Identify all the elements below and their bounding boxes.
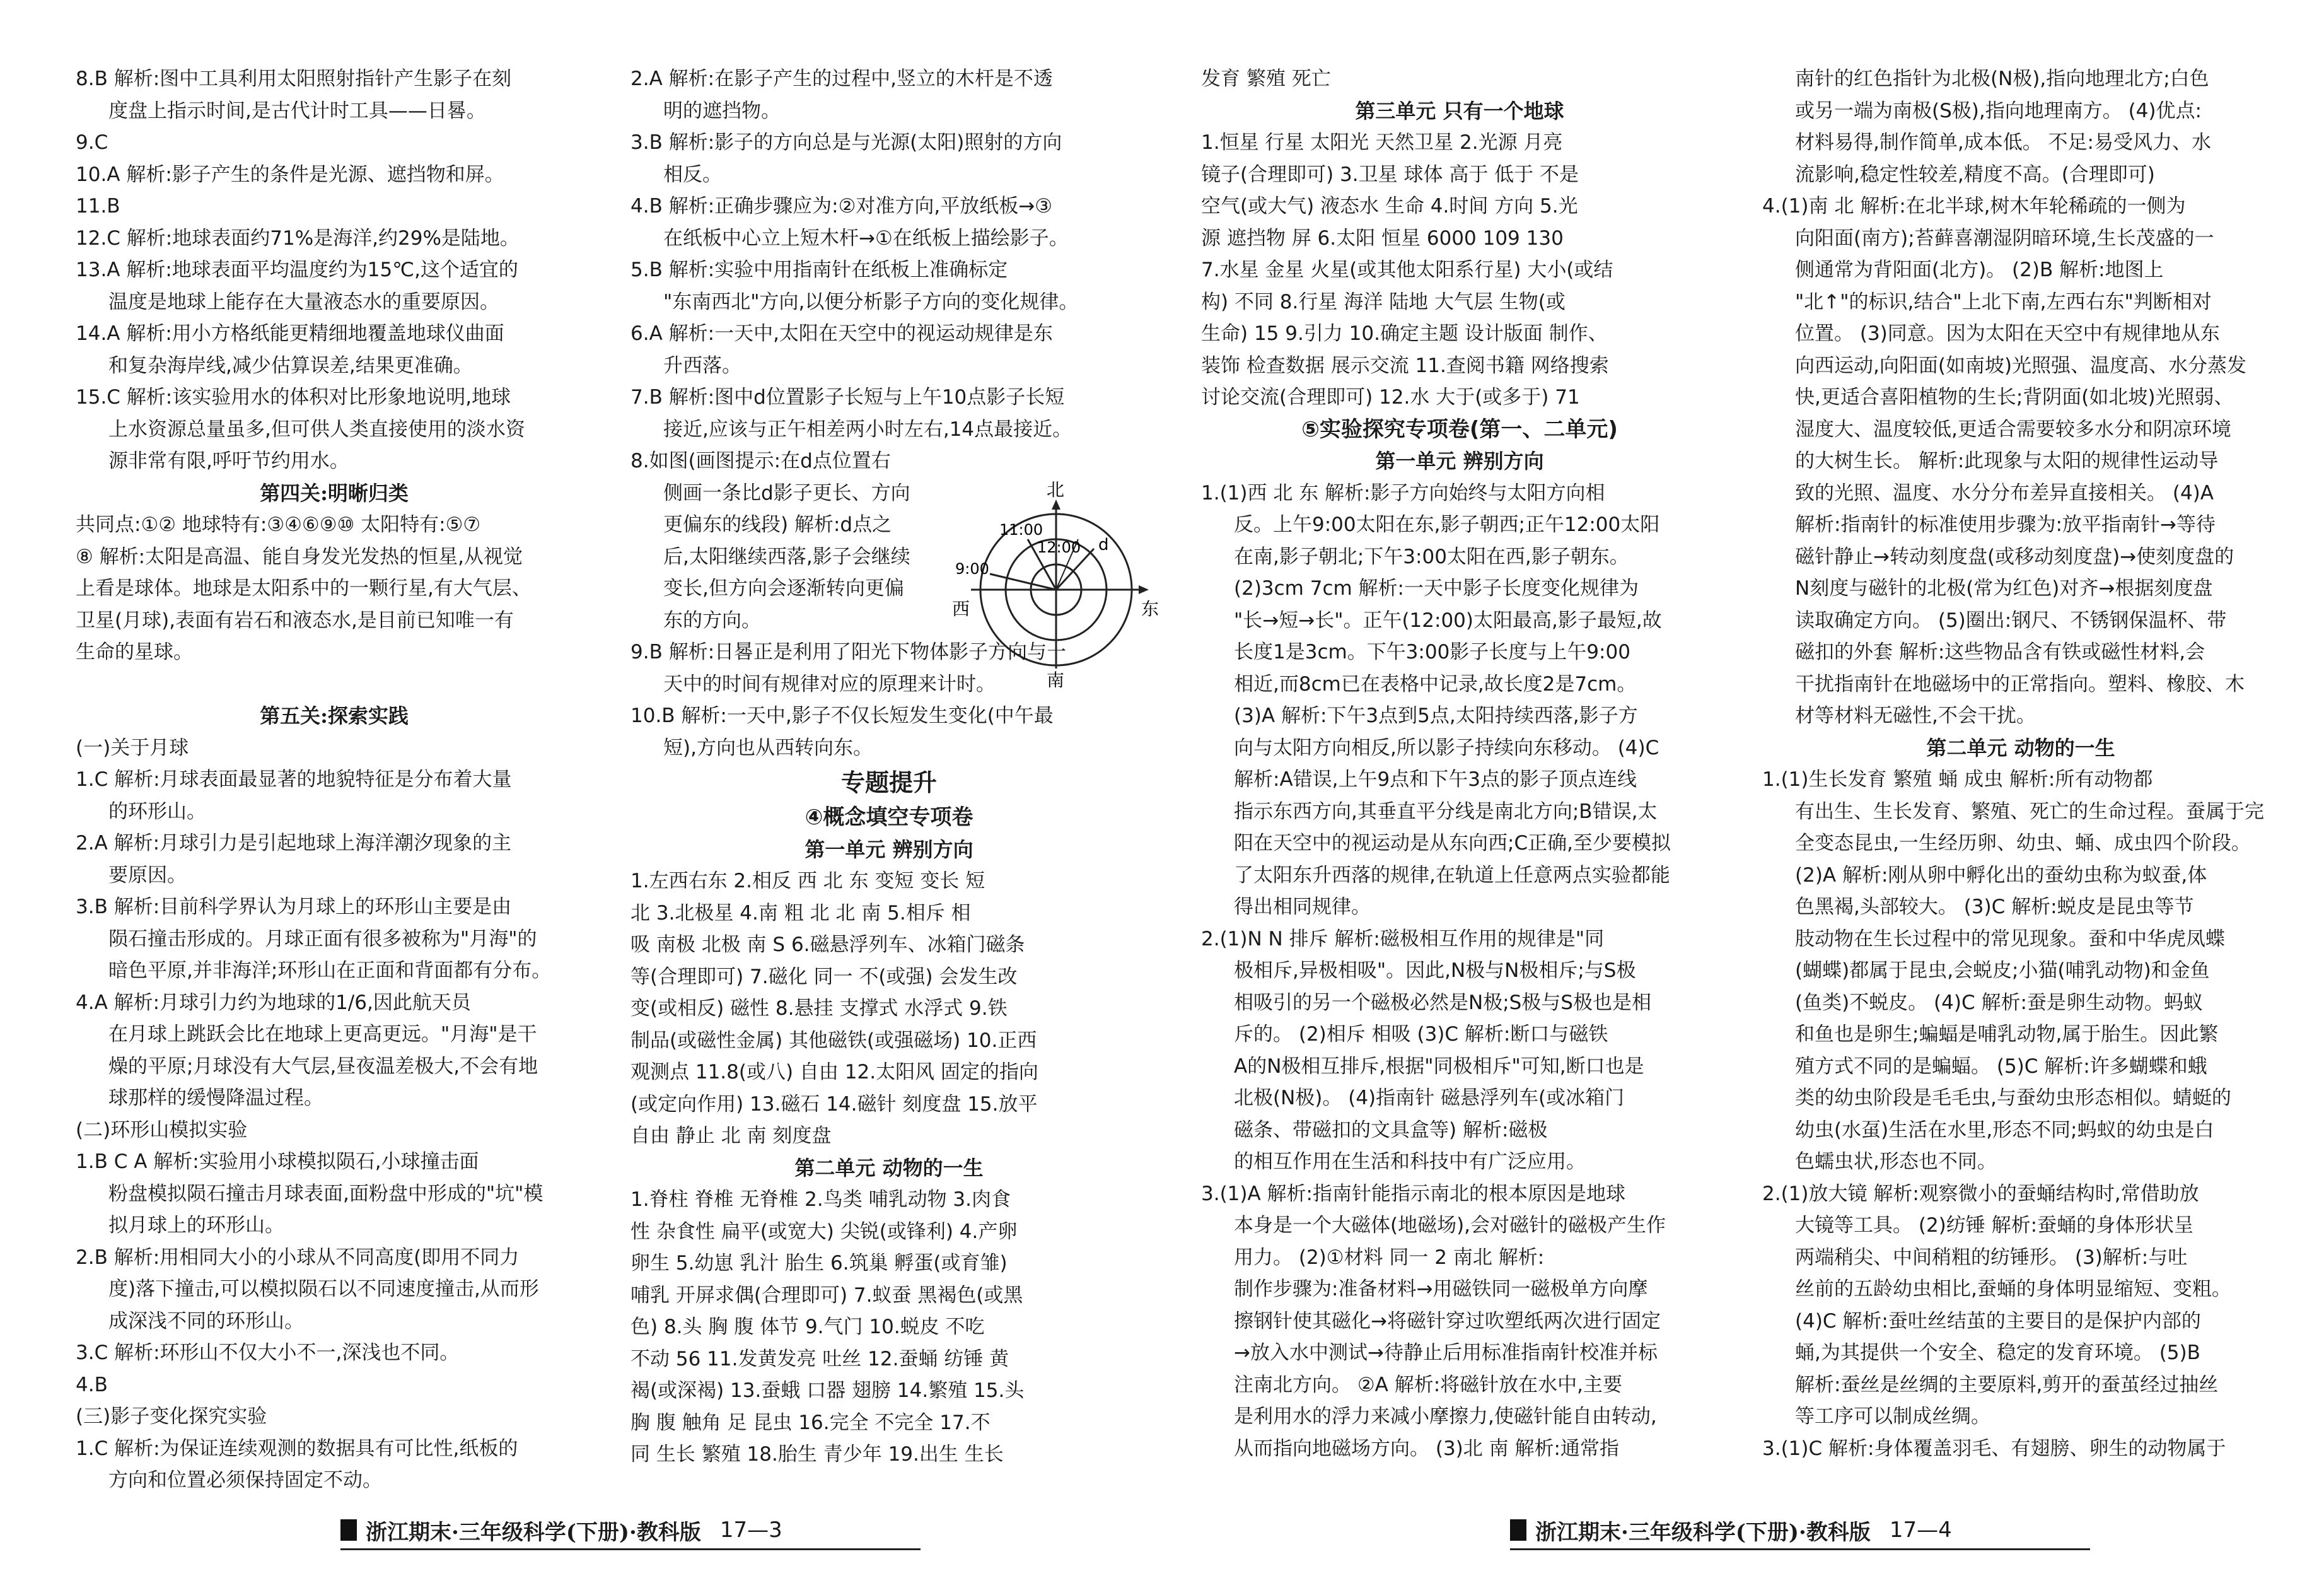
- north-arrow-icon: [1052, 499, 1060, 510]
- section-heading: 第四关:明晰归类: [260, 481, 409, 505]
- answer-line: 3.B 解析:目前科学界认为月球上的环形山主要是由: [76, 896, 512, 918]
- answer-line: 用力。 (2)①材料 同一 2 南北 解析:: [1234, 1246, 1545, 1269]
- answer-line: 4.(1)南 北 解析:在北半球,树木年轮稀疏的一侧为: [1762, 195, 2186, 218]
- answer-line: 2.B 解析:用相同大小的小球从不同高度(即用不同力: [76, 1246, 520, 1269]
- footer-block-icon: [1510, 1519, 1526, 1541]
- answer-line: 拟月球上的环形山。: [108, 1214, 284, 1237]
- answer-line: 色黑褐,头部较大。 (3)C 解析:蜕皮是昆虫等节: [1795, 896, 2194, 918]
- answer-line: 在月球上跳跃会比在地球上更高更远。"月海"是干: [108, 1023, 537, 1046]
- answer-line: 陨石撞击形成的。月球正面有很多被称为"月海"的: [108, 927, 537, 950]
- answer-line: 9.C: [76, 131, 108, 154]
- answer-line: 升西落。: [663, 354, 741, 377]
- answer-line: 丝前的五龄幼虫相比,蚕蛹的身体明显缩短、变粗。: [1795, 1278, 2231, 1300]
- answer-line: 6.A 解析:一天中,太阳在天空中的视运动规律是东: [630, 322, 1053, 345]
- shadow-compass-diagram: [952, 479, 1160, 687]
- answer-line: (3)A 解析:下午3点到5点,太阳持续西落,影子方: [1234, 704, 1638, 727]
- answer-line: 全变态昆虫,一生经历卵、幼虫、蛹、成虫四个阶段。: [1795, 832, 2251, 855]
- section-heading: 第一单元 辨别方向: [805, 837, 973, 862]
- answer-line: 阳在天空中的视运动是从东向西;C正确,至少要模拟: [1234, 832, 1671, 855]
- answer-line: 2.A 解析:月球引力是引起地球上海洋潮汐现象的主: [76, 832, 512, 855]
- answer-line: 不动 56 11.发黄发亮 吐丝 12.蚕蛹 纺锤 黄: [630, 1347, 1009, 1370]
- answer-line: 要原因。: [108, 863, 187, 887]
- answer-line: 10.A 解析:影子产生的条件是光源、遮挡物和屏。: [76, 163, 504, 186]
- answer-line: (2)A 解析:刚从卵中孵化出的蚕幼虫称为蚁蚕,体: [1795, 863, 2207, 887]
- answer-column-2: [630, 63, 1147, 1471]
- answer-line: 大镜等工具。 (2)纺锤 解析:蚕蛹的身体形状呈: [1795, 1214, 2194, 1237]
- answer-line: 肢动物在生长过程中的常见现象。蚕和中华虎凤蝶: [1795, 927, 2225, 950]
- answer-line: 两端稍尖、中间稍粗的纺锤形。 (3)解析:与吐: [1795, 1246, 2188, 1269]
- answer-line: 源 遮挡物 屏 6.太阳 恒星 6000 109 130: [1201, 226, 1564, 250]
- answer-line: 是利用水的浮力来减小摩擦力,使磁针能自由转动,: [1234, 1405, 1657, 1428]
- answer-line: 8.如图(画图提示:在d点位置右: [630, 450, 891, 472]
- footer-rule: [340, 1548, 921, 1550]
- answer-line: 1.左西右东 2.相反 西 北 东 变短 变长 短: [630, 870, 985, 892]
- answer-line: 等工序可以制成丝绸。: [1795, 1405, 1990, 1428]
- west-label: 西: [952, 599, 970, 619]
- answer-line: 装饰 检查数据 展示交流 11.查阅书籍 网络搜索: [1201, 354, 1609, 377]
- answer-line: 5.B 解析:实验中用指南针在纸板上准确标定: [630, 259, 1008, 281]
- answer-line: 上看是球体。地球是太阳系中的一颗行星,有大气层、: [76, 577, 532, 600]
- answer-line: 极相斥,异极相吸"。因此,N极与N极相斥;与S极: [1234, 959, 1636, 982]
- answer-line: 和鱼也是卵生;蝙蝠是哺乳动物,属于胎生。因此繁: [1795, 1023, 2219, 1046]
- answer-line: 和复杂海岸线,减少估算误差,结果更准确。: [108, 354, 473, 377]
- answer-line: 相近,而8cm已在表格中记录,故长度2是7cm。: [1234, 672, 1637, 696]
- answer-line: 构) 不同 8.行星 海洋 陆地 大气层 生物(或: [1201, 290, 1566, 313]
- answer-line: (蝴蝶)都属于昆虫,会蜕皮;小猫(哺乳动物)和金鱼: [1795, 959, 2210, 982]
- answer-line: 北 3.北极星 4.南 粗 北 北 南 5.相斥 相: [630, 901, 971, 925]
- answer-line: 8.B 解析:图中工具利用太阳照射指针产生影子在刻: [76, 67, 512, 90]
- section-heading: ⑤实验探究专项卷(第一、二单元): [1301, 416, 1618, 442]
- answer-line: 3.C 解析:环形山不仅大小不一,深浅也不同。: [76, 1341, 460, 1364]
- answer-line: 东的方向。: [663, 609, 761, 632]
- answer-line: 在南,影子朝北;下午3:00太阳在西,影子朝东。: [1234, 545, 1629, 568]
- answer-line: (三)影子变化探究实验: [76, 1405, 267, 1428]
- answer-line: (一)关于月球: [76, 736, 189, 759]
- answer-line: 类的幼虫阶段是毛毛虫,与蚕幼虫形态相似。蜻蜓的: [1795, 1087, 2231, 1109]
- time-label-1200: 12:00: [1037, 539, 1081, 556]
- answer-line: (鱼类)不蜕皮。 (4)C 解析:蚕是卵生动物。蚂蚁: [1795, 991, 2203, 1014]
- answer-line: 4.B 解析:正确步骤应为:②对准方向,平放纸板→③: [630, 195, 1052, 218]
- answer-line: 反。上午9:00太阳在东,影子朝西;正午12:00太阳: [1234, 513, 1660, 536]
- answer-line: 的环形山。: [108, 800, 206, 823]
- section-heading: 专题提升: [840, 768, 937, 797]
- answer-line: 9.B 解析:日晷正是利用了阳光下物体影子方向与一: [630, 641, 1067, 663]
- answer-line: 材等材料无磁性,不会干扰。: [1795, 704, 2036, 727]
- answer-line: 相反。: [663, 163, 722, 186]
- answer-column-4: [1762, 63, 2279, 1464]
- answer-line: 12.C 解析:地球表面约71%是海洋,约29%是陆地。: [76, 226, 520, 250]
- answer-line: 共同点:①② 地球特有:③④⑥⑨⑩ 太阳特有:⑤⑦: [76, 513, 481, 536]
- time-label-900: 9:00: [955, 560, 989, 578]
- answer-line: 北极(N极)。 (4)指南针 磁悬浮列车(或冰箱门: [1234, 1087, 1625, 1109]
- answer-line: 2.(1)放大镜 解析:观察微小的蚕蛹结构时,常借助放: [1762, 1182, 2199, 1205]
- answer-line: (4)C 解析:蚕吐丝结茧的主要目的是保护内部的: [1795, 1309, 2201, 1333]
- answer-line: 湿度大、温度较低,更适合需要较多水分和阴凉环境: [1795, 418, 2231, 441]
- answer-line: 明的遮挡物。: [663, 99, 781, 122]
- answer-line: 成深浅不同的环形山。: [108, 1309, 304, 1333]
- answer-line: 4.B: [76, 1373, 108, 1396]
- answer-column-3: [1201, 63, 1718, 1464]
- answer-line: 1.C 解析:月球表面最显著的地貌特征是分布着大量: [76, 768, 512, 791]
- answer-line: 吸 南极 北极 南 S 6.磁悬浮列车、冰箱门磁条: [630, 933, 1025, 956]
- answer-line: 读取确定方向。 (5)圈出:钢尺、不锈钢保温杯、带: [1795, 609, 2227, 632]
- answer-line: ⑧ 解析:太阳是高温、能自身发光发热的恒星,从视觉: [76, 545, 523, 568]
- answer-line: 相吸引的另一个磁极必然是N极;S极与S极也是相: [1234, 991, 1651, 1014]
- answer-line: 制品(或磁性金属) 其他磁铁(或强磁场) 10.正西: [630, 1029, 1037, 1052]
- answer-line: 磁扣的外套 解析:这些物品含有铁或磁性材料,会: [1795, 641, 2205, 663]
- section-heading: ④概念填空专项卷: [805, 805, 973, 830]
- answer-line: 11.B: [76, 195, 120, 218]
- answer-line: A的N极相互排斥,根据"同极相斥"可知,断口也是: [1234, 1054, 1644, 1078]
- answer-line: →放入水中测试→待静止后用标准指南针校准并标: [1234, 1341, 1658, 1364]
- answer-line: 自由 静止 北 南 刻度盘: [630, 1124, 832, 1147]
- footer-left: [340, 1510, 921, 1550]
- answer-line: 2.(1)N N 排斥 解析:磁极相互作用的规律是"同: [1201, 927, 1605, 950]
- answer-line: 3.(1)A 解析:指南针能指示南北的根本原因是地球: [1201, 1182, 1625, 1205]
- answer-line: 褐(或深褐) 13.蚕蛾 口器 翅膀 14.繁殖 15.头: [630, 1379, 1025, 1402]
- answer-line: 位置。 (3)同意。因为太阳在天空中有规律地从东: [1795, 322, 2220, 345]
- answer-line: 材料易得,制作简单,成本低。 不足:易受风力、水: [1795, 131, 2212, 154]
- answer-line: 空气(或大气) 液态水 生命 4.时间 方向 5.光: [1201, 195, 1578, 218]
- footer-right-title: 浙江期末·三年级科学(下册)·教科版: [1535, 1519, 1871, 1545]
- answer-line: 长度1是3cm。下午3:00影子长度与上午9:00: [1234, 641, 1630, 663]
- answer-line: 后,太阳继续西落,影子会继续: [663, 545, 910, 568]
- answer-line: 1.C 解析:为保证连续观测的数据具有可比性,纸板的: [76, 1437, 518, 1460]
- time-label-1100: 11:00: [999, 521, 1043, 539]
- answer-line: 得出相同规律。: [1234, 896, 1371, 918]
- answer-line: 流影响,稳定性较差,精度不高。(合理即可): [1795, 163, 2155, 186]
- east-label: 东: [1141, 599, 1159, 619]
- answer-line: 7.B 解析:图中d位置影子长短与上午10点影子长短: [630, 386, 1065, 409]
- north-label: 北: [1047, 479, 1065, 500]
- answer-line: 讨论交流(合理即可) 12.水 大于(或多于) 71: [1201, 386, 1580, 409]
- answer-line: N刻度与磁针的北极(常为红色)对齐→根据刻度盘: [1795, 577, 2213, 600]
- answer-line: 球那样的缓慢降温过程。: [108, 1087, 323, 1109]
- answer-line: 的大树生长。 解析:此现象与太阳的规律性运动导: [1795, 450, 2219, 472]
- answer-line: 10.B 解析:一天中,影子不仅长短发生变化(中午最: [630, 704, 1054, 727]
- answer-line: 3.(1)C 解析:身体覆盖羽毛、有翅膀、卵生的动物属于: [1762, 1437, 2226, 1460]
- answer-line: 制作步骤为:准备材料→用磁铁同一磁极单方向摩: [1234, 1278, 1648, 1300]
- answer-line: "长→短→长"。正午(12:00)太阳最高,影子最短,故: [1234, 609, 1662, 632]
- answer-line: 同 生长 繁殖 18.胎生 青少年 19.出生 生长: [630, 1443, 1004, 1466]
- east-arrow-icon: [1139, 585, 1149, 594]
- answer-line: 1.恒星 行星 太阳光 天然卫星 2.光源 月亮: [1201, 131, 1563, 154]
- answer-column-1: [76, 63, 593, 1497]
- point-d-label: d: [1098, 535, 1109, 554]
- answer-line: 7.水星 金星 火星(或其他太阳系行星) 大小(或结: [1201, 259, 1613, 281]
- answer-line: 的相互作用在生活和科技中有广泛应用。: [1234, 1150, 1586, 1173]
- answer-line: 镜子(合理即可) 3.卫星 球体 高于 低于 不是: [1201, 163, 1579, 186]
- answer-line: 变(或相反) 磁性 8.悬挂 支撑式 水浮式 9.铁: [630, 997, 1008, 1020]
- answer-line: 侧画一条比d影子更长、方向: [663, 481, 910, 505]
- footer-left-page: 17—3: [719, 1517, 782, 1543]
- south-label: 南: [1047, 670, 1065, 687]
- answer-line: 有出生、生长发育、繁殖、死亡的生命过程。蚕属于完: [1795, 800, 2264, 823]
- answer-line: 变长,但方向会逐渐转向更偏: [663, 577, 904, 600]
- answer-line: 13.A 解析:地球表面平均温度约为15℃,这个适宜的: [76, 259, 518, 281]
- shadow-line-9: [990, 574, 1056, 590]
- answer-line: 殖方式不同的是蝙蝠。 (5)C 解析:许多蝴蝶和蛾: [1795, 1054, 2207, 1078]
- answer-line: 致的光照、温度、水分分布差异直接相关。 (4)A: [1795, 481, 2214, 505]
- answer-line: 擦钢针使其磁化→将磁针穿过吹塑纸两次进行固定: [1234, 1309, 1661, 1333]
- answer-line: 上水资源总量虽多,但可供人类直接使用的淡水资: [108, 418, 525, 441]
- footer-block-icon: [340, 1519, 357, 1541]
- footer-rule: [1510, 1548, 2090, 1550]
- answer-line: 解析:蚕丝是丝绸的主要原料,剪开的蚕茧经过抽丝: [1795, 1373, 2219, 1396]
- answer-line: 生命的星球。: [76, 641, 193, 663]
- answer-line: 温度是地球上能存在大量液态水的重要原因。: [108, 290, 499, 313]
- answer-line: 干扰指南针在地磁场中的正常指向。塑料、橡胶、木: [1795, 672, 2245, 696]
- answer-line: 观测点 11.8(或八) 自由 12.太阳风 固定的指向: [630, 1061, 1038, 1084]
- answer-line: 卵生 5.幼崽 乳汁 胎生 6.筑巢 孵蛋(或育雏): [630, 1252, 1008, 1275]
- section-heading: 第二单元 动物的一生: [1926, 735, 2115, 760]
- answer-line: 源非常有限,呼吁节约用水。: [108, 450, 349, 472]
- answer-line: 解析:指南针的标准使用步骤为:放平指南针→等待: [1795, 513, 2216, 536]
- section-heading: 第五关:探索实践: [260, 704, 409, 728]
- section-heading: 第二单元 动物的一生: [794, 1155, 984, 1180]
- answer-line: 接近,应该与正午相差两小时左右,14点最接近。: [663, 418, 1072, 441]
- answer-line: "东南西北"方向,以便分析影子方向的变化规律。: [663, 290, 1079, 313]
- answer-line: 指示东西方向,其垂直平分线是南北方向;B错误,太: [1234, 800, 1658, 823]
- answer-line: 色) 8.头 胸 腹 体节 9.气门 10.蜕皮 不吃: [630, 1316, 985, 1338]
- answer-line: 2.A 解析:在影子产生的过程中,竖立的木杆是不透: [630, 67, 1053, 90]
- answer-line: 幼虫(水虿)生活在水里,形态不同;蚂蚁的幼虫是白: [1795, 1118, 2214, 1142]
- answer-line: 生命) 15 9.引力 10.确定主题 设计版面 制作、: [1201, 322, 1608, 345]
- answer-line: 快,更适合喜阳植物的生长;背阴面(如北坡)光照弱、: [1795, 386, 2234, 409]
- section-heading: 第三单元 只有一个地球: [1355, 98, 1564, 123]
- answer-line: 暗色平原,并非海洋;环形山在正面和背面都有分布。: [108, 959, 552, 982]
- answer-line: 侧通常为背阳面(北方)。 (2)B 解析:地图上: [1795, 259, 2164, 281]
- answer-line: 3.B 解析:影子的方向总是与光源(太阳)照射的方向: [630, 131, 1062, 154]
- answer-line: 燥的平原;月球没有大气层,昼夜温差极大,不会有地: [108, 1054, 538, 1078]
- answer-line: 1.B C A 解析:实验用小球模拟陨石,小球撞击面: [76, 1150, 479, 1173]
- footer-right-page: 17—4: [1889, 1517, 1952, 1543]
- answer-line: 1.脊柱 脊椎 无脊椎 2.鸟类 哺乳动物 3.肉食: [630, 1188, 1011, 1211]
- answer-line: 从而指向地磁场方向。 (3)北 南 解析:通常指: [1234, 1437, 1619, 1460]
- answer-line: (二)环形山模拟实验: [76, 1118, 248, 1142]
- answer-line: 卫星(月球),表面有岩石和液态水,是目前已知唯一有: [76, 609, 514, 632]
- answer-line: [76, 669, 593, 701]
- answer-line: 在纸板中心立上短木杆→①在纸板上描绘影子。: [663, 226, 1069, 250]
- answer-line: 斥的。 (2)相斥 相吸 (3)C 解析:断口与磁铁: [1234, 1023, 1608, 1046]
- answer-line: 发育 繁殖 死亡: [1201, 67, 1331, 90]
- answer-line: 更偏东的线段) 解析:d点之: [663, 513, 892, 536]
- footer-right: [1510, 1510, 2090, 1550]
- answer-line: "北↑"的标识,结合"上北下南,左西右东"判断相对: [1795, 290, 2212, 313]
- answer-line: 1.(1)生长发育 繁殖 蛹 成虫 解析:所有动物都: [1762, 768, 2153, 791]
- answer-line: 向西运动,向阳面(如南坡)光照强、温度高、水分蒸发: [1795, 354, 2247, 377]
- answer-line: 注南北方向。 ②A 解析:将磁针放在水中,主要: [1234, 1373, 1623, 1396]
- answer-line: 色蠕虫状,形态也不同。: [1795, 1150, 1997, 1173]
- answer-line: 度)落下撞击,可以模拟陨石以不同速度撞击,从而形: [108, 1278, 539, 1300]
- answer-line: 短),方向也从西转向东。: [663, 736, 873, 759]
- answer-line: 磁条、带磁扣的文具盒等) 解析:磁极: [1234, 1118, 1548, 1142]
- answer-line: 性 杂食性 扁平(或宽大) 尖锐(或锋利) 4.产卵: [630, 1220, 1018, 1243]
- answer-line: 蛹,为其提供一个安全、稳定的发育环境。 (5)B: [1795, 1341, 2200, 1364]
- answer-line: 磁针静止→转动刻度盘(或移动刻度盘)→使刻度盘的: [1795, 545, 2234, 568]
- answer-line: 度盘上指示时间,是古代计时工具——日晷。: [108, 99, 486, 122]
- answer-line: 4.A 解析:月球引力约为地球的1/6,因此航天员: [76, 991, 471, 1014]
- answer-line: 向与太阳方向相反,所以影子持续向东移动。 (4)C: [1234, 736, 1659, 759]
- answer-line: 粉盘模拟陨石撞击月球表面,面粉盘中形成的"坑"模: [108, 1182, 543, 1205]
- answer-line: 南针的红色指针为北极(N极),指向地理北方;白色: [1795, 67, 2209, 90]
- answer-line: 哺乳 开屏求偶(合理即可) 7.蚁蚕 黑褐色(或黑: [630, 1283, 1023, 1307]
- answer-line: 1.(1)西 北 东 解析:影子方向始终与太阳方向相: [1201, 481, 1605, 505]
- answer-line: 方向和位置必须保持固定不动。: [108, 1469, 382, 1492]
- answer-line: 了太阳东升西落的规律,在轨道上任意两点实验都能: [1234, 863, 1670, 887]
- answer-line: 14.A 解析:用小方格纸能更精细地覆盖地球仪曲面: [76, 322, 504, 345]
- answer-line: 等(合理即可) 7.磁化 同一 不(或强) 会发生改: [630, 965, 1018, 988]
- answer-line: (或定向作用) 13.磁石 14.磁针 刻度盘 15.放平: [630, 1092, 1038, 1116]
- answer-line: 本身是一个大磁体(地磁场),会对磁针的磁极产生作: [1234, 1214, 1666, 1237]
- answer-line: (2)3cm 7cm 解析:一天中影子长度变化规律为: [1234, 577, 1639, 600]
- answer-line: 胸 腹 触角 足 昆虫 16.完全 不完全 17.不: [630, 1411, 991, 1434]
- answer-line: 天中的时间有规律对应的原理来计时。: [663, 672, 996, 696]
- answer-line: 解析:A错误,上午9点和下午3点的影子顶点连线: [1234, 768, 1637, 791]
- answer-line: 向阳面(南方);苔藓喜潮湿阴暗环境,生长茂盛的一: [1795, 226, 2214, 250]
- section-heading: 第一单元 辨别方向: [1375, 449, 1544, 473]
- answer-line: 或另一端为南极(S极),指向地理南方。 (4)优点:: [1795, 99, 2202, 122]
- footer-left-title: 浙江期末·三年级科学(下册)·教科版: [366, 1519, 701, 1545]
- answer-line: 15.C 解析:该实验用水的体积对比形象地说明,地球: [76, 386, 511, 409]
